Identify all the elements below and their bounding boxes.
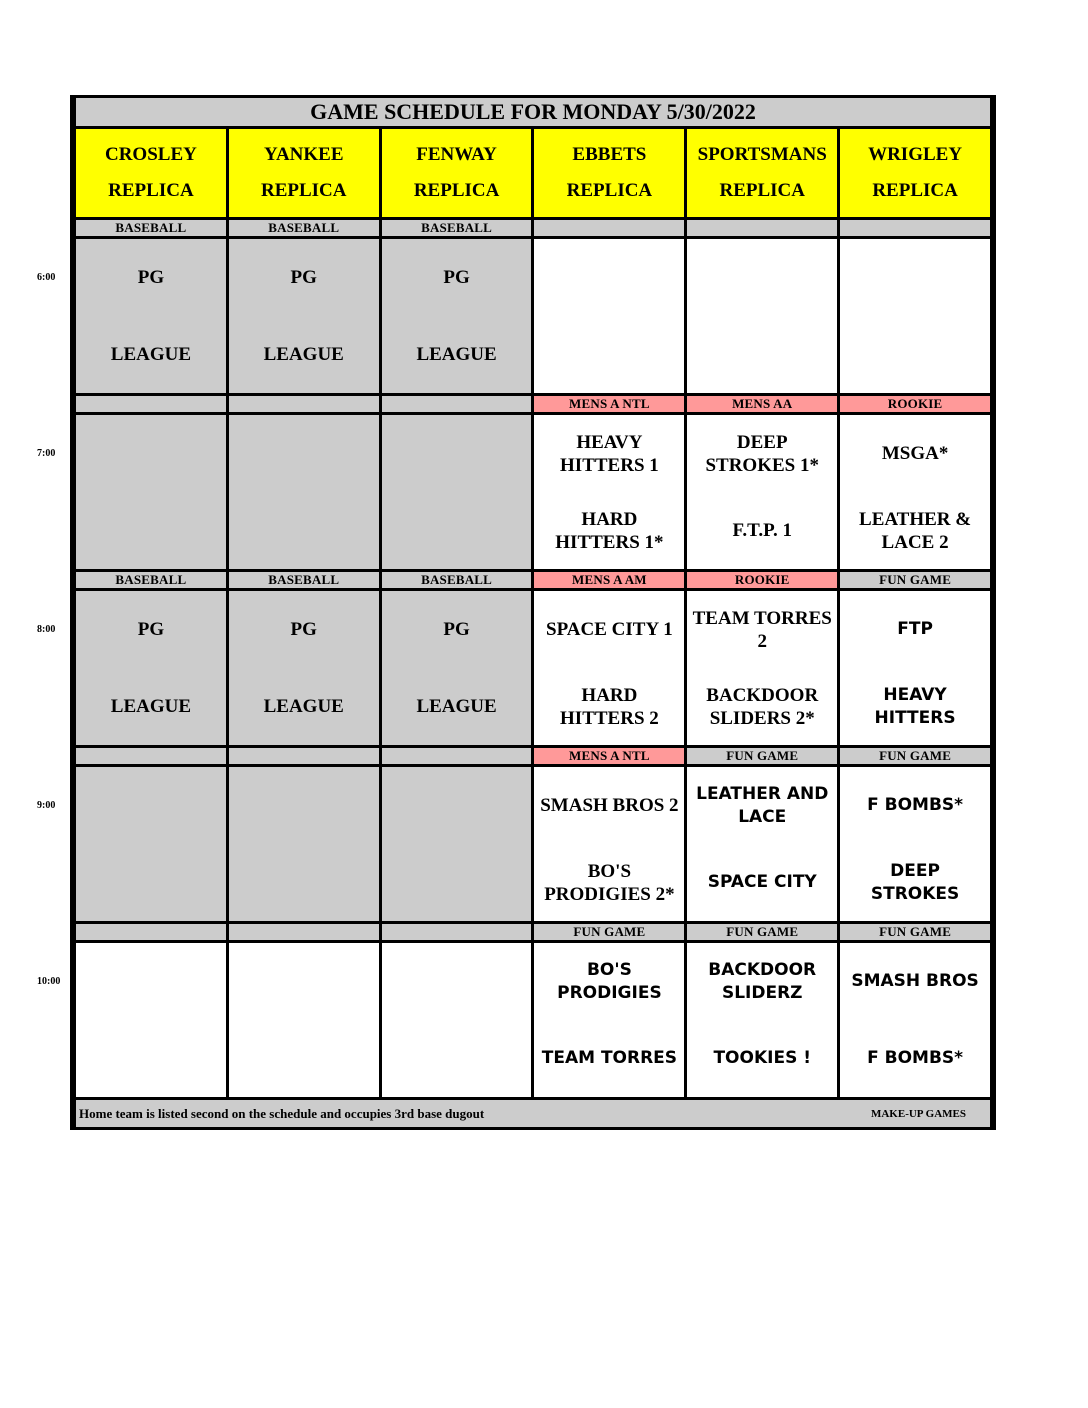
division-label-row xyxy=(75,219,992,238)
venue-header-sportsmans xyxy=(686,128,839,219)
away-team xyxy=(229,943,379,1020)
game-cell xyxy=(380,766,533,923)
away-team: DEEP STROKES 1* xyxy=(705,431,819,476)
game-cell xyxy=(533,238,686,395)
game-cell xyxy=(75,414,228,571)
division-label xyxy=(839,219,992,238)
home-team xyxy=(76,492,226,569)
venue-header-ebbets xyxy=(533,128,686,219)
away-team: F BOMBS* xyxy=(867,795,964,815)
venue-name: WRIGLEY xyxy=(868,144,963,165)
away-team xyxy=(687,239,837,316)
division-label: MENS A NTL xyxy=(533,747,686,766)
home-team: LEAGUE xyxy=(416,696,497,717)
division-label xyxy=(380,395,533,414)
away-team: TEAM TORRES 2 xyxy=(692,607,832,652)
time-label: 8:00 xyxy=(37,623,56,635)
division-label xyxy=(75,923,228,942)
game-cell xyxy=(686,590,839,747)
division-label: FUN GAME xyxy=(839,747,992,766)
home-team xyxy=(76,844,226,921)
game-cell xyxy=(533,766,686,923)
home-team: LEAGUE xyxy=(416,344,497,365)
game-cell xyxy=(839,942,992,1099)
game-cell xyxy=(227,414,380,571)
game-cell xyxy=(227,766,380,923)
division-label: ROOKIE xyxy=(686,571,839,590)
time-label: 6:00 xyxy=(37,271,56,283)
home-team: LEAGUE xyxy=(110,344,192,365)
away-team: PG xyxy=(290,267,317,288)
game-row xyxy=(75,414,992,571)
division-label xyxy=(227,395,380,414)
game-cell xyxy=(75,942,228,1099)
home-team: BACKDOOR SLIDERS 2* xyxy=(706,684,819,729)
away-team xyxy=(76,415,226,492)
page-title: GAME SCHEDULE FOR MONDAY 5/30/2022 xyxy=(75,98,992,128)
game-cell xyxy=(839,238,992,395)
venue-type: REPLICA xyxy=(260,180,347,201)
home-team: LEAGUE xyxy=(263,696,344,717)
game-cell xyxy=(75,766,228,923)
game-cell xyxy=(839,590,992,747)
game-cell xyxy=(686,414,839,571)
game-cell xyxy=(227,238,380,395)
division-label: BASEBALL xyxy=(227,571,380,590)
away-team xyxy=(76,943,226,1020)
division-label xyxy=(380,923,533,942)
time-label: 10:00 xyxy=(37,975,61,987)
footer-note-bar xyxy=(75,1099,992,1128)
home-team: TEAM TORRES xyxy=(541,1048,678,1068)
game-cell xyxy=(839,766,992,923)
division-label: BASEBALL xyxy=(75,571,228,590)
home-team: TOOKIES ! xyxy=(713,1048,811,1068)
away-team: SMASH BROS xyxy=(851,971,979,991)
away-team: FTP xyxy=(897,619,933,639)
game-cell xyxy=(227,942,380,1099)
division-label xyxy=(75,747,228,766)
away-team: SMASH BROS 2 xyxy=(540,795,679,816)
makeup-games-label: MAKE-UP GAMES xyxy=(870,1107,966,1120)
game-cell xyxy=(533,414,686,571)
away-team xyxy=(382,767,532,844)
away-team: PG xyxy=(443,267,470,288)
venue-name: SPORTSMANS xyxy=(697,144,827,165)
home-team: LEATHER & LACE 2 xyxy=(859,508,972,553)
venue-type: REPLICA xyxy=(872,180,958,201)
home-team xyxy=(840,316,990,393)
time-label: 9:00 xyxy=(37,799,56,811)
venue-type: REPLICA xyxy=(719,180,805,201)
venue-name: EBBETS xyxy=(572,144,647,165)
game-cell xyxy=(533,942,686,1099)
division-label: MENS A NTL xyxy=(533,395,686,414)
division-label: BASEBALL xyxy=(380,219,533,238)
home-team: HEAVY HITTERS xyxy=(874,684,956,728)
division-label xyxy=(533,219,686,238)
home-team: HARD HITTERS 2 xyxy=(560,684,659,729)
schedule-table xyxy=(70,95,996,1130)
away-team xyxy=(229,767,379,844)
division-label: ROOKIE xyxy=(839,395,992,414)
home-team: F BOMBS* xyxy=(867,1048,964,1068)
away-team: LEATHER AND LACE xyxy=(696,783,829,827)
division-label xyxy=(75,395,228,414)
game-cell xyxy=(227,590,380,747)
away-team: BO'S PRODIGIES xyxy=(557,959,662,1003)
game-cell xyxy=(75,238,228,395)
away-team xyxy=(840,239,990,316)
game-cell xyxy=(686,238,839,395)
game-row xyxy=(75,238,992,395)
venue-header-wrigley xyxy=(839,128,992,219)
away-team: PG xyxy=(137,267,165,288)
division-label xyxy=(227,923,380,942)
away-team: MSGA* xyxy=(881,443,949,464)
venue-header-fenway xyxy=(380,128,533,219)
division-label-row xyxy=(75,747,992,766)
division-label: BASEBALL xyxy=(75,219,228,238)
home-team xyxy=(534,316,684,393)
division-label: MENS A AM xyxy=(533,571,686,590)
away-team xyxy=(382,943,532,1020)
game-cell xyxy=(380,414,533,571)
home-team: DEEP STROKES xyxy=(870,860,960,904)
game-cell xyxy=(380,590,533,747)
away-team: SPACE CITY 1 xyxy=(546,619,673,640)
away-team: HEAVY HITTERS 1 xyxy=(560,431,659,476)
division-label xyxy=(227,747,380,766)
venue-name: YANKEE xyxy=(263,144,344,165)
division-label: BASEBALL xyxy=(380,571,533,590)
home-team: SPACE CITY xyxy=(707,872,817,892)
division-label-row xyxy=(75,395,992,414)
game-cell xyxy=(533,590,686,747)
venue-header-yankee xyxy=(227,128,380,219)
division-label: FUN GAME xyxy=(686,747,839,766)
game-cell xyxy=(380,238,533,395)
division-label xyxy=(380,747,533,766)
away-team: PG xyxy=(290,619,317,640)
venue-type: REPLICA xyxy=(108,180,194,201)
venue-name: FENWAY xyxy=(416,144,497,165)
game-cell xyxy=(686,942,839,1099)
venue-name: CROSLEY xyxy=(104,144,197,165)
division-label: FUN GAME xyxy=(839,923,992,942)
division-label: BASEBALL xyxy=(227,219,380,238)
home-team xyxy=(382,844,532,921)
away-team xyxy=(534,239,684,316)
home-team xyxy=(687,316,837,393)
home-team xyxy=(382,492,532,569)
home-team: HARD HITTERS 1* xyxy=(555,508,664,553)
home-team xyxy=(229,492,379,569)
division-label-row xyxy=(75,571,992,590)
away-team: PG xyxy=(137,619,165,640)
away-team: PG xyxy=(443,619,470,640)
away-team xyxy=(76,767,226,844)
division-label: FUN GAME xyxy=(839,571,992,590)
away-team: BACKDOOR SLIDERZ xyxy=(708,959,817,1003)
division-label: FUN GAME xyxy=(533,923,686,942)
home-team xyxy=(76,1020,226,1097)
home-team: F.T.P. 1 xyxy=(732,520,792,541)
venue-header-crosley xyxy=(75,128,228,219)
home-team xyxy=(229,844,379,921)
game-cell xyxy=(839,414,992,571)
division-label: MENS AA xyxy=(686,395,839,414)
home-team: LEAGUE xyxy=(263,344,344,365)
game-cell xyxy=(75,590,228,747)
home-team xyxy=(229,1020,379,1097)
game-row xyxy=(75,766,992,923)
game-cell xyxy=(686,766,839,923)
away-team xyxy=(382,415,532,492)
venue-type: REPLICA xyxy=(566,180,653,201)
venue-type: REPLICA xyxy=(413,180,500,201)
game-row xyxy=(75,942,992,1099)
away-team xyxy=(229,415,379,492)
division-label: FUN GAME xyxy=(686,923,839,942)
game-row xyxy=(75,590,992,747)
home-team xyxy=(382,1020,532,1097)
division-label xyxy=(686,219,839,238)
footer-note: Home team is listed second on the schedule and occupies 3rd base dugout xyxy=(79,1105,485,1121)
game-cell xyxy=(380,942,533,1099)
home-team: BO'S PRODIGIES 2* xyxy=(544,860,675,905)
time-label: 7:00 xyxy=(37,447,56,459)
home-team: LEAGUE xyxy=(110,696,192,717)
division-label-row xyxy=(75,923,992,942)
